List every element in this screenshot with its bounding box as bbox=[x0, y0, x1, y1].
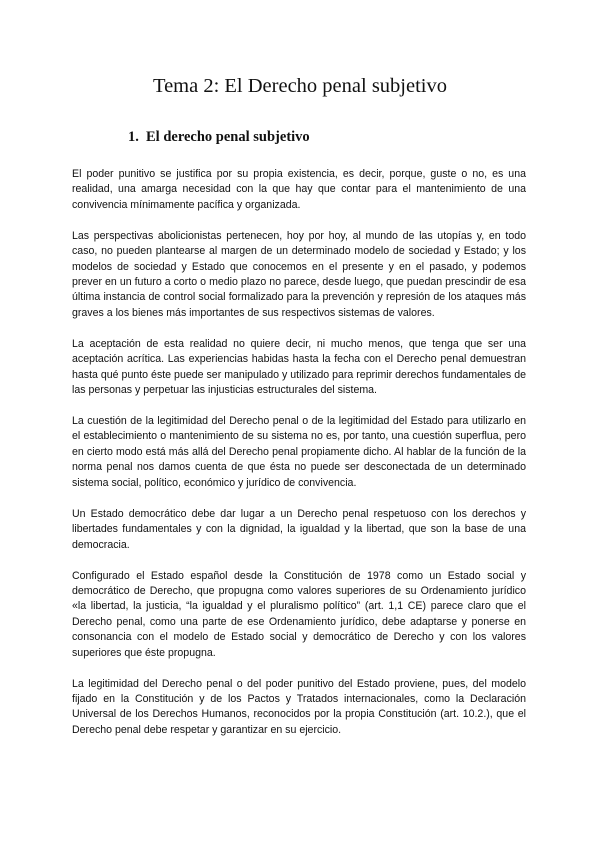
paragraph: La cuestión de la legitimidad del Derecho penal o de la legitimidad del Estado para utilizarlo en el establecimiento o mantenimiento de su sistema no es, por tanto, una cuestión superflua, pero en cierto modo está más allá del Derecho penal propiamente dicho. Al hablar de la función de la norma penal nos damos cuenta de que ésta no puede ser desconectada de un determinado sistema social, político, económico y jurídico de convivencia. bbox=[72, 415, 526, 489]
page-title: Tema 2: El Derecho penal subjetivo bbox=[152, 75, 447, 97]
paragraph: La aceptación de esta realidad no quiere decir, ni mucho menos, que tenga que ser una aceptación acrítica. Las experiencias habidas hasta la fecha con el Derecho penal demuestran hasta qué punto éste puede ser manipulado y utilizado para reprimir derechos fundamentales de las personas y perpetuar las injusticias estructurales del sistema. bbox=[72, 337, 526, 397]
paragraph: El poder punitivo se justifica por su propia existencia, es decir, porque, guste o no, es una realidad, una amarga necesidad con la que hay que contar para el mantenimiento de una convivencia mínimamente pacífica y organizada. bbox=[72, 168, 526, 211]
section-title: El derecho penal subjetivo bbox=[146, 129, 310, 145]
section-heading bbox=[128, 129, 310, 146]
paragraph: La legitimidad del Derecho penal o del poder punitivo del Estado proviene, pues, del modelo fijado en la Constitución y de los Pactos y Tratados internacionales, como la Declaración Universal de los Derechos Humanos, reconocidos por la propia Constitución (art. 10.2.), que el Derecho penal debe respetar y garantizar en su ejercicio. bbox=[72, 677, 526, 736]
section-number: 1. bbox=[128, 129, 139, 145]
paragraph: Las perspectivas abolicionistas pertenecen, hoy por hoy, al mundo de las utopías y, en todo caso, no pueden plantearse al margen de un determinado modelo de sociedad y Estado; y los modelos de sociedad y Estado que conocemos en el presente y en el pasado, y podemos prever en un futuro a corto o medio plazo no parece, desde luego, que puedan prescindir de esa última instancia de control social formalizado para la prevención y represión de los ataques más graves a los bienes más importantes de sus respectivos sistemas de valores. bbox=[72, 229, 526, 319]
paragraph: Un Estado democrático debe dar lugar a un Derecho penal respetuoso con los derechos y libertades fundamentales y con la dignidad, la igualdad y la libertad, que son la base de una democracia. bbox=[72, 507, 526, 551]
body-text bbox=[72, 167, 526, 754]
paragraph: Configurado el Estado español desde la Constitución de 1978 como un Estado social y democrático de Derecho, que propugna como valores superiores de su Ordenamiento jurídico «la libertad, la justicia, “la igualdad y el pluralismo político” (art. 1,1 CE) parece claro que el Derecho penal, como una parte de ese Ordenamiento jurídico, debe adaptarse y ponerse en consonancia con el modelo de Estado social y democrático de Derecho y con los valores superiores que éste propugna. bbox=[72, 569, 526, 659]
